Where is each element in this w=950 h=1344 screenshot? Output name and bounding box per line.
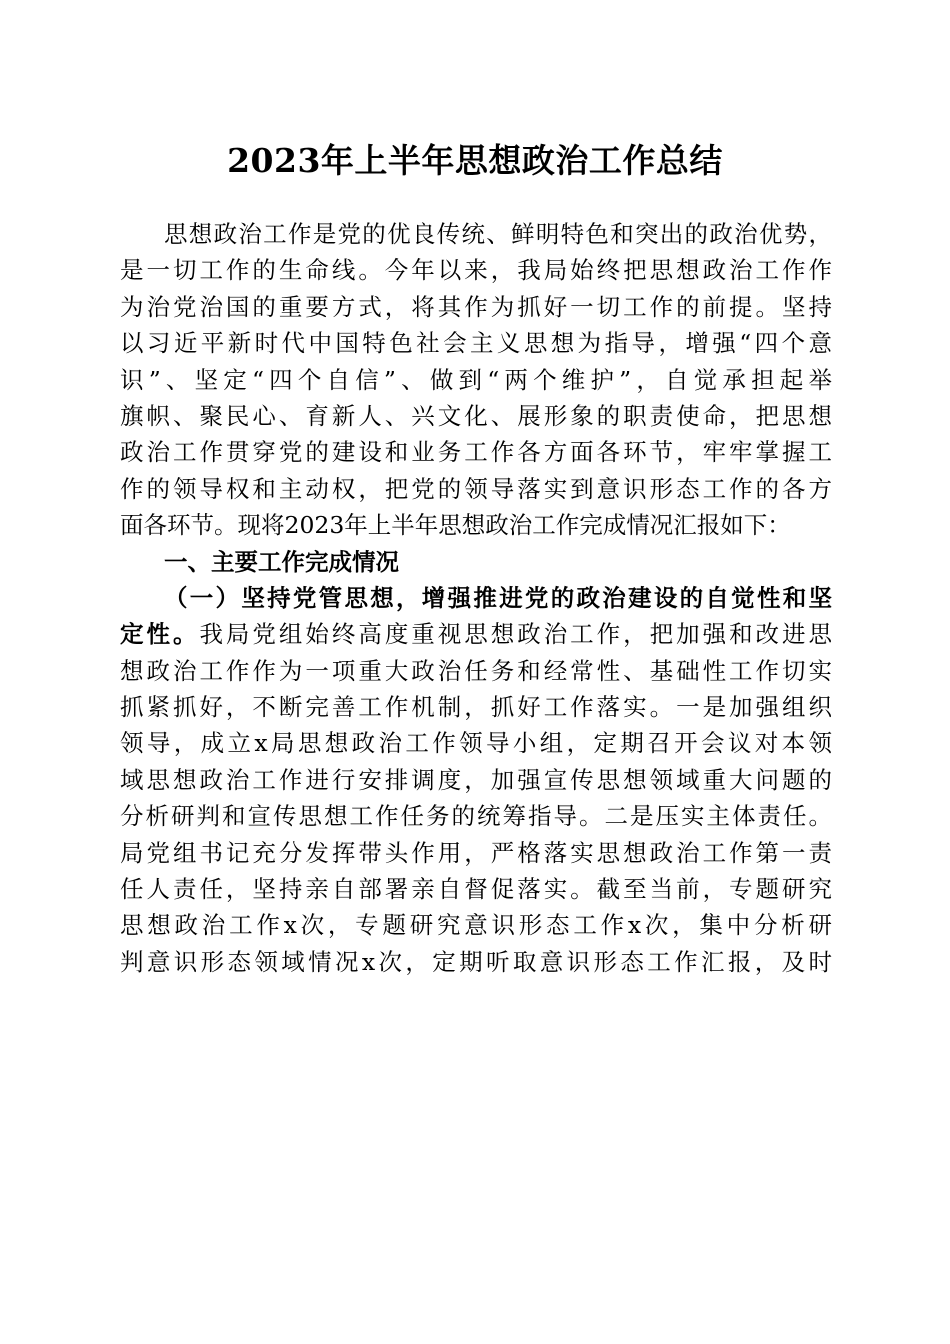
paragraph-line: 领导，成立x局思想政治工作领导小组，定期召开会议对本领 xyxy=(120,729,832,758)
paragraph-line: 思想政治工作x次，专题研究意识形态工作x次，集中分析研 xyxy=(120,911,832,940)
section-heading: 一、主要工作完成情况 xyxy=(164,547,399,576)
paragraph-line: 域思想政治工作进行安排调度，加强宣传思想领域重大问题的 xyxy=(120,765,832,794)
paragraph-line xyxy=(120,616,832,652)
paragraph-line: 面各环节。现将2023年上半年思想政治工作完成情况汇报如下： xyxy=(120,511,791,540)
paragraph-text: 我局党组始终高度重视思想政治工作，把加强和改进思 xyxy=(199,620,833,649)
paragraph-line: 是一切工作的生命线。今年以来，我局始终把思想政治工作作 xyxy=(120,256,832,285)
paragraph-line: 为治党治国的重要方式，将其作为抓好一切工作的前提。坚持 xyxy=(120,292,832,321)
paragraph-line: 任人责任，坚持亲自部署亲自督促落实。截至当前，专题研究 xyxy=(120,875,832,904)
paragraph-line: 局党组书记充分发挥带头作用，严格落实思想政治工作第一责 xyxy=(120,838,832,867)
paragraph-line: 以习近平新时代中国特色社会主义思想为指导，增强“四个意 xyxy=(120,329,832,358)
paragraph-line: 抓紧抓好，不断完善工作机制，抓好工作落实。一是加强组织 xyxy=(120,693,832,722)
document-body xyxy=(120,216,832,980)
paragraph-line: 作的领导权和主动权，把党的领导落实到意识形态工作的各方 xyxy=(120,474,832,503)
paragraph-line: 识”、坚定“四个自信”、做到“两个维护”，自觉承担起举 xyxy=(120,365,832,394)
paragraph-line: 政治工作贯穿党的建设和业务工作各方面各环节，牢牢掌握工 xyxy=(120,438,832,467)
paragraph-line: 分析研判和宣传思想工作任务的统筹指导。二是压实主体责任。 xyxy=(120,802,832,831)
sub-heading-end: 定性。 xyxy=(120,620,200,649)
sub-heading-line: （一）坚持党管思想，增强推进党的政治建设的自觉性和坚 xyxy=(164,583,832,612)
paragraph-line: 想政治工作作为一项重大政治任务和经常性、基础性工作切实 xyxy=(120,656,832,685)
paragraph-line: 判意识形态领域情况x次，定期听取意识形态工作汇报，及时 xyxy=(120,947,832,976)
paragraph-line: 旗帜、聚民心、育新人、兴文化、展形象的职责使命，把思想 xyxy=(120,401,832,430)
paragraph-line: 思想政治工作是党的优良传统、鲜明特色和突出的政治优势， xyxy=(164,220,832,248)
document-title: 2023年上半年思想政治工作总结 xyxy=(227,141,723,180)
